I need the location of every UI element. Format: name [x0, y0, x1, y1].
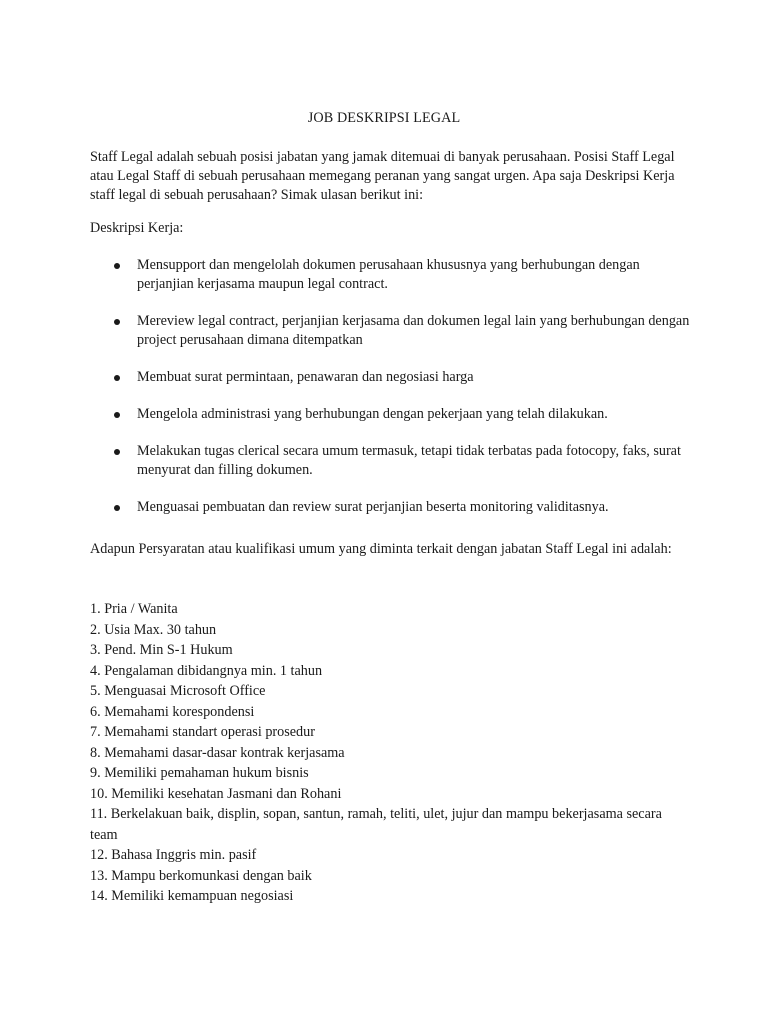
requirements-list [90, 599, 690, 907]
bullet-icon [114, 412, 120, 418]
list-item [90, 442, 690, 480]
requirement-item: 3. Pend. Min S-1 Hukum [90, 642, 233, 658]
bullet-text: Mereview legal contract, perjanjian kerjasama dan dokumen legal lain yang berhubungan dengan project perusahaan dimana ditempatkan [137, 313, 690, 348]
requirement-item: 8. Memahami dasar-dasar kontrak kerjasama [90, 744, 345, 761]
list-item [90, 498, 690, 517]
requirement-item: 4. Pengalaman dibidangnya min. 1 tahun [90, 662, 323, 679]
bullet-text: Melakukan tugas clerical secara umum termasuk, tetapi tidak terbatas pada fotocopy, faks, surat menyurat dan filling dokumen. [137, 443, 681, 478]
bullet-icon [114, 505, 120, 511]
intro-paragraph: Staff Legal adalah sebuah posisi jabatan yang jamak ditemuai di banyak perusahaan. Posisi Staff Legal atau Legal Staff di sebuah perusahaan memegang peranan yang sangat urgen. Apa saja Deskripsi Kerja staff legal di sebuah perusahaan? Simak ulasan berikut ini: [90, 149, 675, 203]
list-item [90, 405, 690, 424]
requirement-item: 14. Memiliki kemampuan negosiasi [90, 888, 294, 904]
requirement-item: 7. Memahami standart operasi prosedur [90, 724, 315, 740]
list-item [90, 312, 690, 350]
bullet-icon [114, 449, 120, 455]
document-title: JOB DESKRIPSI LEGAL [307, 110, 461, 126]
bullet-icon [114, 375, 120, 381]
requirements-intro: Adapun Persyaratan atau kualifikasi umum yang diminta terkait dengan jabatan Staff Legal ini adalah: [90, 541, 672, 557]
requirement-item: 13. Mampu berkomunkasi dengan baik [90, 867, 312, 884]
bullet-icon [114, 263, 120, 269]
requirement-item: 6. Memahami korespondensi [90, 703, 255, 720]
list-item [90, 256, 690, 294]
requirement-item: 9. Memiliki pemahaman hukum bisnis [90, 765, 309, 781]
requirement-item: 5. Menguasai Microsoft Office [90, 683, 266, 699]
bullet-text: Mengelola administrasi yang berhubungan dengan pekerjaan yang telah dilakukan. [137, 406, 608, 422]
bullet-text: Mensupport dan mengelolah dokumen perusahaan khususnya yang berhubungan dengan perjanjian kerjasama maupun legal contract. [137, 257, 640, 292]
description-heading: Deskripsi Kerja: [90, 220, 184, 236]
requirement-item: 2. Usia Max. 30 tahun [90, 621, 217, 638]
requirement-item: 11. Berkelakuan baik, displin, sopan, santun, ramah, teliti, ulet, jujur dan mampu bekerjasama secara team [90, 806, 662, 843]
list-item [90, 368, 690, 387]
bullet-text: Menguasai pembuatan dan review surat perjanjian beserta monitoring validitasnya. [137, 499, 609, 515]
bullet-text: Membuat surat permintaan, penawaran dan negosiasi harga [137, 369, 474, 385]
bullet-icon [114, 319, 120, 325]
job-description-list [90, 256, 690, 535]
requirement-item: 1. Pria / Wanita [90, 601, 178, 617]
requirement-item: 10. Memiliki kesehatan Jasmani dan Rohani [90, 785, 342, 802]
requirement-item: 12. Bahasa Inggris min. pasif [90, 847, 257, 863]
